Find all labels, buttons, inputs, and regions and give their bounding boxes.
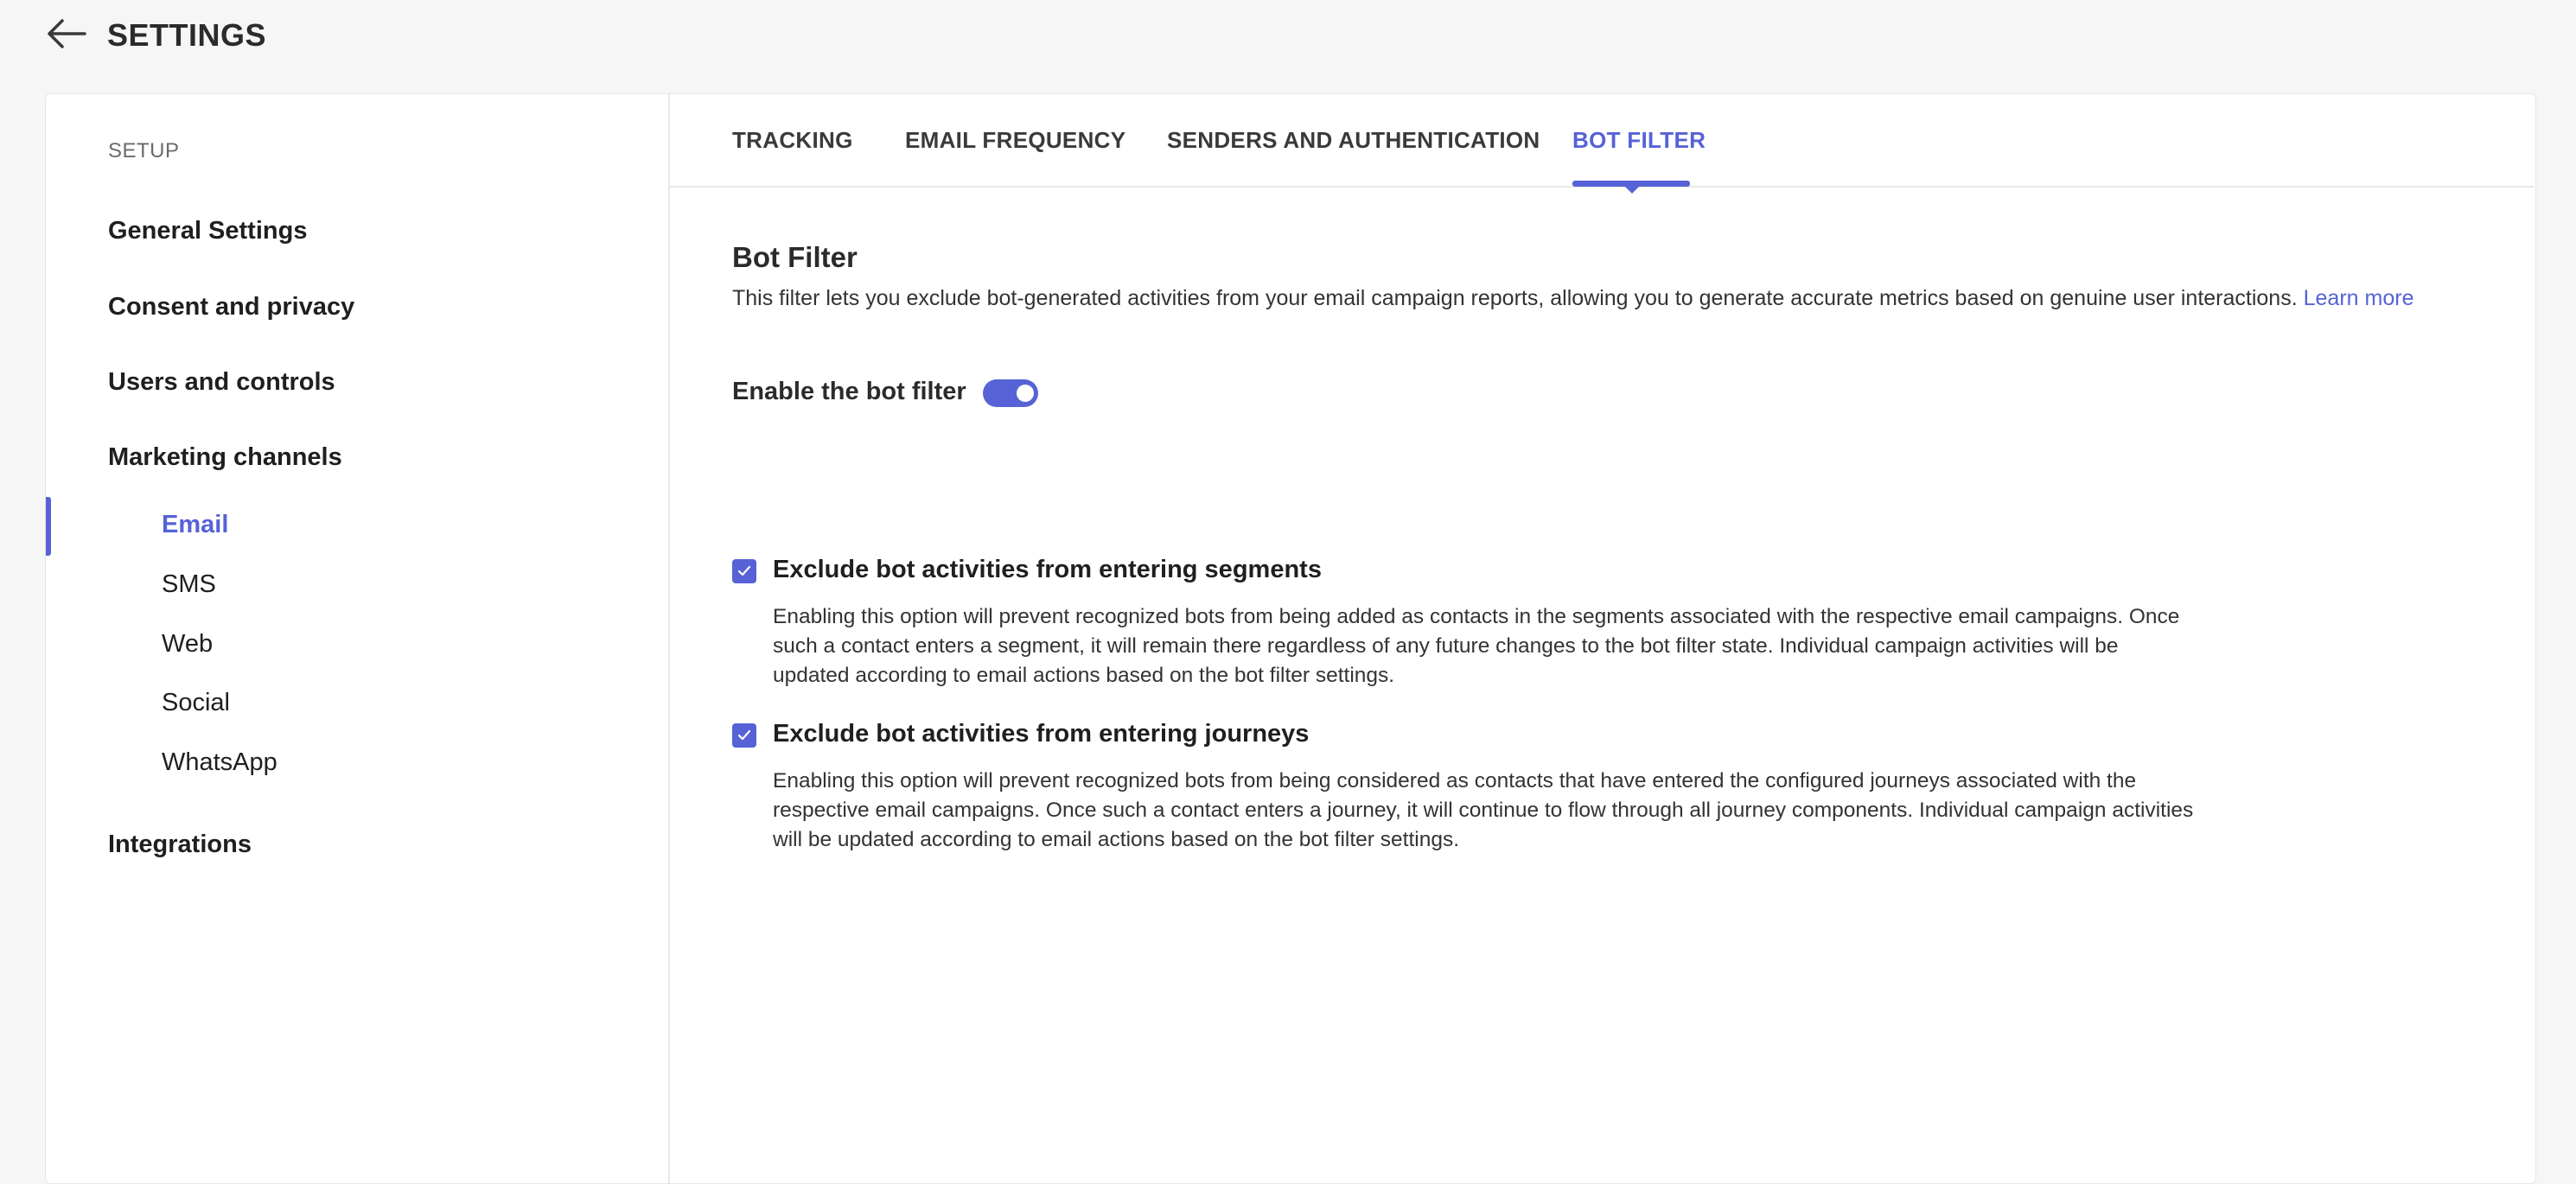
sidebar-item-general-settings[interactable]: General Settings: [108, 217, 308, 245]
option-description: [773, 767, 2193, 855]
journeys-checkbox[interactable]: [732, 723, 756, 748]
option-title: Exclude bot activities from entering journeys: [773, 720, 1310, 748]
option-description-line: will be updated according to email actions based on the bot filter settings.: [773, 828, 1460, 851]
tab-bot-filter[interactable]: BOT FILTER: [1572, 127, 1706, 153]
active-tab-caret: [1624, 186, 1640, 194]
sidebar-subitem-whatsapp[interactable]: WhatsApp: [162, 748, 277, 776]
option-description-line: Enabling this option will prevent recognized bots from being added as contacts in the segments associated with the respective email campaigns. Once: [773, 605, 2180, 628]
settings-card: [45, 93, 2536, 1184]
option-title: Exclude bot activities from entering segments: [773, 556, 1322, 583]
learn-more-link[interactable]: Learn more: [2303, 286, 2414, 310]
toggle-knob: [1017, 385, 1034, 402]
sidebar-item-users-and-controls[interactable]: Users and controls: [108, 368, 335, 396]
section-description: [732, 286, 2413, 311]
option-description-line: Enabling this option will prevent recognized bots from being considered as contacts that have entered the configured journeys associated with the: [773, 769, 2137, 793]
bot-filter-toggle[interactable]: [983, 379, 1038, 407]
main-panel: [670, 94, 2534, 1183]
top-bar: [0, 0, 2576, 73]
tab-senders-and-authentication[interactable]: SENDERS AND AUTHENTICATION: [1167, 127, 1540, 153]
toggle-label: Enable the bot filter: [732, 378, 966, 405]
sidebar-subitem-sms[interactable]: SMS: [162, 570, 216, 598]
sidebar-item-marketing-channels[interactable]: Marketing channels: [108, 443, 342, 471]
option-description: [773, 602, 2179, 691]
sidebar-item-consent-and-privacy[interactable]: Consent and privacy: [108, 293, 355, 321]
checkmark-icon: [737, 565, 751, 577]
sidebar-section-label: SETUP: [108, 139, 180, 162]
tab-tracking[interactable]: TRACKING: [732, 127, 853, 153]
segments-checkbox[interactable]: [732, 559, 756, 583]
sidebar-item-integrations[interactable]: Integrations: [108, 831, 252, 858]
option-description-line: such a contact enters a segment, it will remain there regardless of any future changes to the bot filter state. Individual campaign activities will be: [773, 634, 2119, 658]
option-description-line: respective email campaigns. Once such a contact enters a journey, it will continue to flow through all journey components. Individual campaign activities: [773, 799, 2194, 822]
checkmark-icon: [737, 729, 751, 742]
section-description-text: This filter lets you exclude bot-generated activities from your email campaign reports, allowing you to generate accurate metrics based on genuine user interactions.: [732, 286, 2298, 310]
sidebar: [46, 94, 670, 1183]
active-item-indicator: [46, 497, 51, 556]
tab-bar: [670, 94, 2534, 188]
tab-email-frequency[interactable]: EMAIL FREQUENCY: [905, 127, 1126, 153]
arrow-left-icon[interactable]: [45, 16, 88, 52]
sidebar-subitem-social[interactable]: Social: [162, 689, 230, 716]
sidebar-subitem-web[interactable]: Web: [162, 630, 214, 658]
section-title: Bot Filter: [732, 241, 858, 273]
option-description-line: updated according to email actions based on the bot filter settings.: [773, 664, 1395, 687]
sidebar-subitem-email[interactable]: Email: [162, 511, 229, 538]
page-title: SETTINGS: [107, 17, 267, 53]
